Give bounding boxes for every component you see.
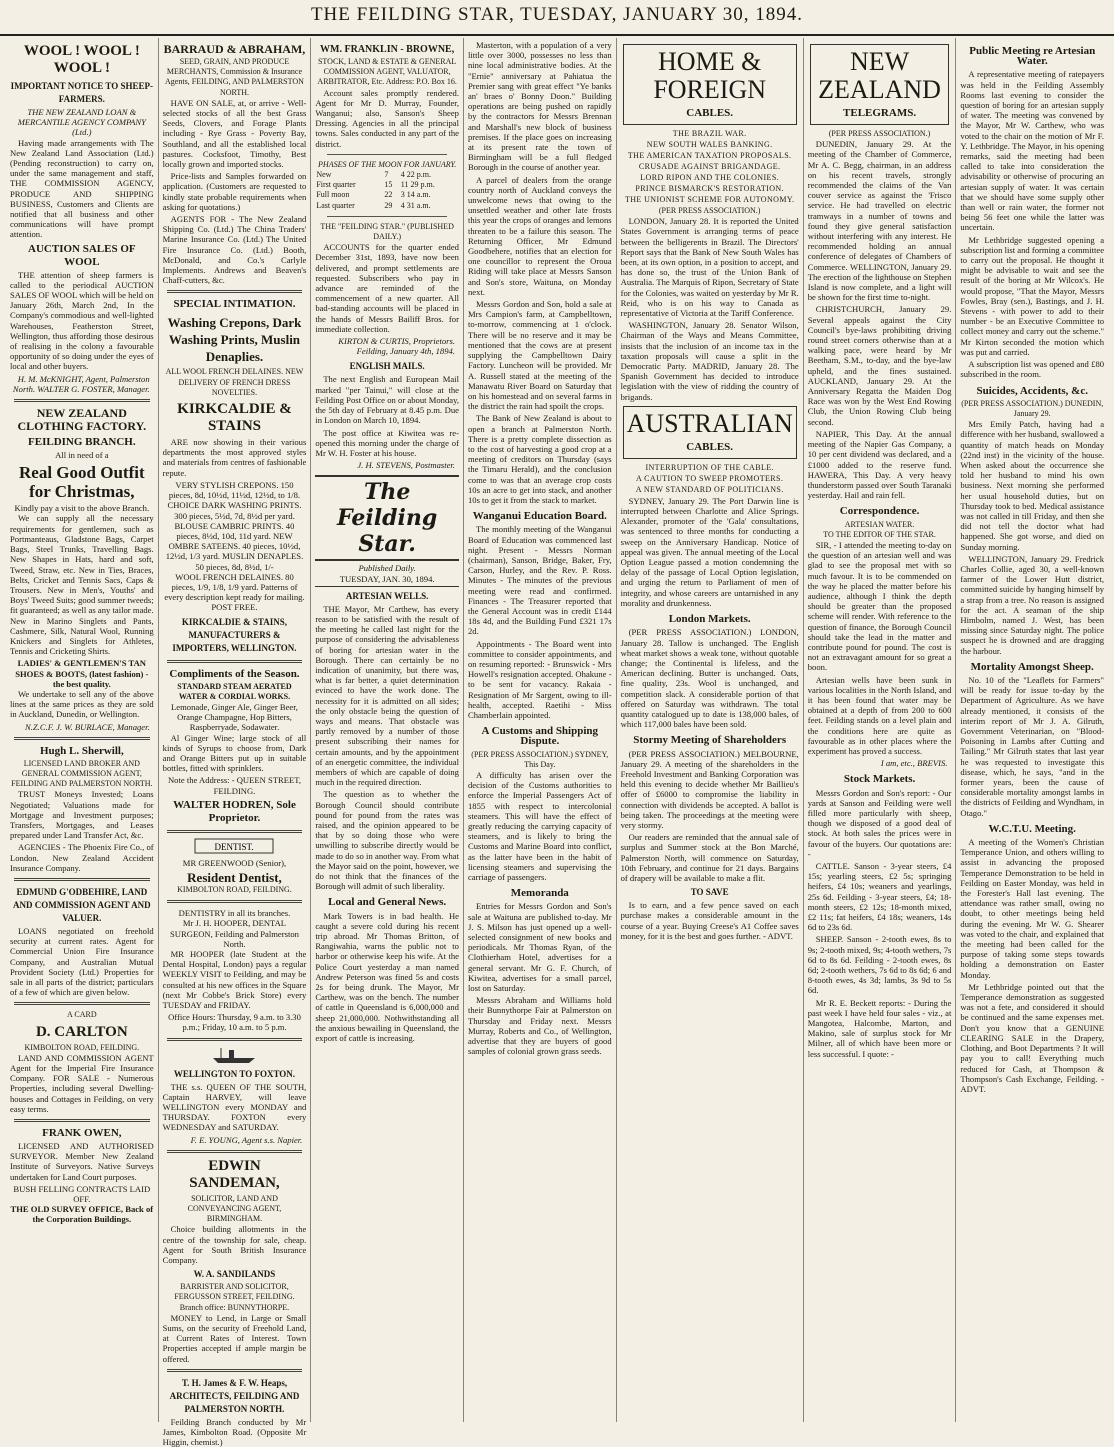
stock-markets-body: Messrs Gordon and Son's report: - Our yards at Sanson and Feilding were well filled more particularly with sheep, though we disposed of a good deal of stock. At both sales the prices were in favour of the buyers. Our quotations are: - [807,787,952,859]
column-7 [956,38,1108,1422]
carlton-address: KIMBOLTON ROAD, FEILDING. [24,1042,140,1052]
published-daily: Published Daily. [358,563,416,574]
press-association: (PER PRESS ASSOCIATION.) [658,206,761,215]
star-published: THE "FEILDING STAR." (PUBLISHED DAILY.) [320,221,454,242]
french-delaines: ALL WOOL FRENCH DELAINES. NEW DELIVERY OF FRENCH DRESS NOVELTIES. [165,367,304,397]
divider [167,900,303,903]
compliments: Compliments of the Season. [169,667,300,680]
memoranda-body-2: Messrs Abraham and Williams hold their Bunnythorpe Fair at Palmerston on Thursday and Friday next. Messrs Murray, Roberts and Co., of Wellington, advertise that they are buyers of good samples of colonial grown grass seeds. [467,995,612,1057]
washing-crepons: Washing Crepons, Dark Washing Prints, Muslin Denaplies. [167,315,302,365]
news-campion-sale: Messrs Gordon and Son, hold a sale at Mrs Campion's farm, at Campbelltown, to-morrow, commencing at 1 o'clock. There will be no reserve and it may be mentioned that the cows are at present supplying the Campbelltown Dairy Factory. Luncheon will be provided. Mr A. Russell stated at the meeting of the Manawatu River Board on Saturday that on his homestead and on several farms in the district the rain had spoilt the crops. [467,299,612,412]
memoranda-body: Entries for Messrs Gordon and Son's sale at Waituna are published to-day. Mr J. S. Milson has just opened up a well-selected consignment of new books and periodicals. Mr Thomas Ryan, of the Clothierham Hotel, advertises for a general servant. Mr G. F. Church, of Kiwitea, advertises for a small parcel, lost on Saturday. [467,901,612,994]
clothing-outfit: Real Good Outfit for Christmas, [19,463,145,502]
stock-markets-heading: Stock Markets. [843,773,916,786]
nz-telegrams-box [810,44,950,125]
local-news-heading: Local and General News. [328,896,447,909]
kiwitea-post: The post office at Kiwitea was re-opened this morning under the charge of Mr W. H. Foster at his house. [315,427,459,458]
sandilands-body: BARRISTER AND SOLICITOR, FERGUSSON STREET, FEILDING. Branch office: BUNNYTHORPE. [174,1282,295,1312]
stormy-meeting-heading: Stormy Meeting of Shareholders [633,734,787,747]
star-accounts: ACCOUNTS for the quarter ended December 31st, 1893, have now been delivered, and prompt settlements are requested. Subscribers who pay in advance are reminded of the commencement of a new quarter. All bad-standing accounts will be placed in the hands of Messrs Bailiff Bros. for immediate collection. [315,242,459,334]
bon-marche-notice: Our readers are reminded that the annual sale of surplus and Summer stock at the Bon Marché, Palmerston North, will commence on Saturday, 10th February, and continue for 21 days. Bargains of drapery will be available to make a flit. [620,832,799,883]
browne-sub: STOCK, LAND & ESTATE & GENERAL COMMISSION AGENT, VALUATOR, ARBITRATOR, Etc. Address: P.O. Box 16. [317,57,457,87]
artesian-body: THE Mayor, Mr Carthew, has every reason to be satisfied with the result of the meeting he called last night for the purpose of considering the advisableness of boring for artesian water in the Borough. There can certainly be no indication of unanimity, but there was, what is far better, a quiet determination evinced to have the work done. The necessity for it is admitted on all sides; the only obstacle being the question of ways and means. That obstacle was partly removed by a number of those present subscribing their names for certain amounts, and by the appointment of an energetic committee, the individual members of which are capable of doing much in the required direction. [315,603,459,788]
column-2 [159,38,312,1447]
postmaster-signature: J. H. STEVENS, Postmaster. [357,460,455,471]
english-mails-body: The next English and European Mail marked "per Tainui," will close at the Feilding Post Office on or about Monday, the 5th day of February at 8.45 p.m. Due in London on March 10, 1894. [315,374,459,426]
cable-item: A CAUTION TO SWEEP PROMOTERS. [636,473,784,483]
architects-title: T. H. James & F. W. Heaps, ARCHITECTS, FEILDING AND PALMERSTON NORTH. [169,1377,300,1414]
artesian-heading: ARTESIAN WELLS. [345,590,429,601]
home-foreign-body-2: WASHINGTON, January 28. Senator Wilson, Chairman of the Ways and Means Committee, insists that the inclusion of an income tax in the taxation proposals will cause a split in the Democratic Party. MADRID, January 28. The Spanish Government has decided to introduce legislation with the view of ridding the country of brigands. [620,320,799,402]
resident-dentist: Resident Dentist, [187,869,282,885]
money-to-lend: MONEY to Lend, in Large or Small Sums, on the security of Freehold Land, at Current Rates of Interest. Town Properties accepted if ample margin be offered. [162,1312,307,1364]
aerated-address: Note the Address: - QUEEN STREET, FEILDING. [167,775,301,796]
stock-cattle: CATTLE. Sanson - 3-year steers, £4 15s; yearling steers, £2 5s; springing heifers, £4 10s; weaners and yearlings, 25s 6d. Feilding - 3-year steers, £4; 18-month steers, £2 12s; 18-month mixed, £2 11s; fat heifers, £4 18s; weaners, 14s 6d to 23s 6d. [807,861,952,933]
customs-sub: (PER PRESS ASSOCIATION.) SYDNEY, This Day. [471,749,609,769]
education-board-body: The monthly meeting of the Wanganui Board of Education was commenced last night. Present - Messrs Norman (chairman), Sanson, Bridge, Baker, Fry, Carson, Hurley, and the Rev. P. Ross. Minutes - The minutes of the previous meeting were read and confirmed. Finances - The Treasurer reported that the General Account was in credit £144 18s 4d, and the Building Fund £321 17s 2d. [467,524,612,637]
barraud-body: HAVE ON SALE, at, or arrive - Well-selected stocks of all the best Grass Seeds, Clovers, and Forage Plants including - Rye Grass - Poverty Bay, Southland, and all the established local pastures. Cocksfoot, Timothy, Best locally grown and imported stocks. [162,97,307,170]
auction-body: THE attention of sheep farmers is called to the periodical AUCTION SALES OF WOOL which will be held on January 26th, March 2nd, In the Company's commodious and well-lighted Warehouses, Featherston Street, Wellington, thus affording those desirous of realising in the colony a favourable opportunity of so doing under the eyes of local and other buyers. [10,269,154,372]
australian-body: SYDNEY, January 29. The Port Darwin line is interrupted between Charlotte and Alice Springs. Alexander, promoter of the 'Gala' consultations, was sentenced to three months for conducting a sweep on the Anniversary Handicap. Notice of appeal was given. The annual meeting of the Local Option League passed a motion condemning the delay of the passage of Local Option legislation, and urging the return to Parliament of men of integrity, and whose careers are untarnished in any morality and drunkenness. [620,495,799,608]
owen-name: FRANK OWEN, [42,1127,122,1140]
sandilands-name: W. A. SANDILANDS [193,1269,276,1280]
nz-telegrams-body-3: NAPIER, This Day. At the annual meeting of the Napier Gas Company, a 10 per cent dividend was declared, and a £1000 added to the reserve fund. HAWERA, This Day. A very heavy thunderstorm passed over South Taranaki yesterday. Hail and rain fell. [807,428,952,501]
steamer-body: THE s.s. QUEEN OF THE SOUTH, Captain HARVEY, will leave WELLINGTON every MONDAY and THURSDAY. FOXTON every WEDNESDAY and SATURDAY. [162,1081,307,1133]
mortality-heading: Mortality Amongst Sheep. [970,660,1094,673]
suicides-heading: Suicides, Accidents, &c. [976,384,1088,397]
australian-title: AUSTRALIAN [626,408,793,438]
table-row: First quarter 15 11 29 p.m. [316,180,435,190]
column-6 [804,38,957,1422]
divider [14,1002,150,1005]
correspondence-body-2: Artesian wells have been sunk in various localities in the North Island, and it has been found that water may be obtained at a depth of from 200 to 600 feet. Feilding stands on a level plain and the conditions here are quite as favourable as in other places where the experiment has proved a success. [807,674,952,756]
barraud-agents: AGENTS FOR - The New Zealand Shipping Co. (Ltd.) The China Traders' Marine Insurance Co. (Ltd.) The United Fire Insurance Co. (Ltd.) Booth, McDonald, and Co.'s Carlyle Implements. Andrews and Beaven's Chaff-cutters, &c. [162,214,307,286]
special-intimation: SPECIAL INTIMATION. [173,298,296,311]
divider [167,660,303,663]
public-meeting-body-2: Mr Lethbridge suggested opening a subscription list and forming a committee to carry out the proposal. He thought it might be advisable to wait and see the result of the boring at Mr Wilcox's. He would propose, "That the Mayor, Messrs Fowles, Bray (sen.), Bastings, and J. H. Stevens - with power to add to their number - be an Executive Committee to collect money and carry out the scheme." Mr Kirton seconded the motion which was put and carried. [960,234,1105,357]
steamer-signature: F. E. YOUNG, Agent s.s. Napier. [190,1134,303,1145]
table-row: Last quarter 29 4 31 a.m. [316,200,431,210]
correspondence-heading: Correspondence. [839,505,920,518]
barraud-title: BARRAUD & ABRAHAM, [163,42,306,56]
home-foreign-sub: CABLES. [686,107,734,119]
aerated-body: Al Ginger Wine; large stock of all kinds of Syrups to choose from, Dark and Orange Bitters put up in suitable bottles, fitted with sprinklers. [162,732,307,774]
cable-item: PRINCE BISMARCK'S RESTORATION. [635,184,784,193]
owen-body: LICENSED AND AUTHORISED SURVEYOR. Member New Zealand Institute of Surveyors. Native Surveys undertaken for Land Court purposes. [10,1141,154,1182]
cable-item: A NEW STANDARD OF POLITICIANS. [635,484,784,494]
stock-beckett: Mr R. E. Beckett reports: - During the past week I have held four sales - viz., at Mangotea, Halcombe, Marton, and Makino, sale of surplus stock for Mr Milner, all of which have been more or less successful. I quote: - [807,997,952,1059]
education-board-heading: Wanganui Education Board. [472,510,607,523]
kirkcaldie-delaines: WOOL FRENCH DELAINES. 80 pieces, 1/9, 1/8, 1/9 yard. Patterns of every description kept ready for mailing. POST FREE. [164,571,305,613]
suicides-body: Mrs Emily Patch, having had a difference with her husband, swallowed a quantity of match heads on Monday (22nd inst) in the vicinity of the house. When asked about the occurrence she told her husband to mind his own business. Next morning she performed her usual household duties, but on Thursday took to bed. Medical assistance was not called in till Friday, and then she did not tell the doctor what had happened. She got worse, and died on Sunday morning. [960,419,1105,552]
clothing-shoes: LADIES' & GENTLEMEN'S TAN SHOES & BOOTS, (latest fashion) - the best quality. [15,658,149,689]
dentist-banner-icon [194,838,274,854]
auction-title: AUCTION SALES OF WOOL [28,242,136,268]
customs-body: A difficulty has arisen over the decision of the Customs authorities to enforce the Imperial Passengers Act of 1855 with respect to intercolonial steamers. This will have the effect of greatly reducing the carrying capacity of steamers, and is likely to bring the Customs and Marine Board into conflict, as the latter have been in the habit of licensing steamers and supervising the carriage of passengers. [467,770,612,883]
wool-heading: WOOL ! WOOL ! WOOL ! [23,43,140,76]
dentistry-heading: DENTISTRY in all its branches. [178,908,291,919]
aerated-list: Lemonade, Ginger Ale, Ginger Beer, Orange Champagne, Hop Bitters, Raspberryade, Sodawater. [171,701,298,733]
column-1 [6,38,159,1422]
godbehere-title: EDMUND G'ODBEHIRE, LAND AND COMMISSION AGENT AND VALUER. [13,886,151,923]
to-save-heading: TO SAVE [690,887,729,898]
divider [14,737,150,740]
sandeman-body: Choice building allotments in the centre of the township for sale, cheap. Agent for South British Insurance Company. [162,1224,307,1266]
steamship-icon [209,1046,259,1064]
column-3 [311,38,464,1422]
greenwood-address: KIMBOLTON ROAD, FEILDING. [177,884,292,894]
sherwill-body: TRUST Moneys Invested; Loans Negotiated; Valuations made for Mortgage and Investment purposes; Transfers, Mortgages, and Leases prepared under Land Transfer Act, &c. [10,789,154,841]
public-meeting-body: A representative meeting of ratepayers was held in the Feilding Assembly Rooms last evening to consider the question of boring for an artesian supply of water. The meeting was convened by the Mayor, Mr W. Carthew, who was voted to the chair on the motion of Mr F. Y. Lethbridge. The Mayor, in his opening remarks, said the meeting had been called to take into consideration the advisability or otherwise of procuring an artesian supply of water. It was certain that we should have some supply other than well or rain water, the former not being 56 feet one while the latter was uncertain. [960,69,1105,233]
correspondence-signature: I am, etc., BREVIS. [880,758,948,769]
kirkcaldie-title: KIRKCALDIE & STAINS [177,401,292,435]
auction-signature: H. M. McKNIGHT, Agent, Palmerston North. WALTER G. FOSTER, Manager. [12,373,150,394]
clothing-need: All in need of a [55,450,109,461]
divider [167,1150,303,1153]
moon-table [315,170,459,211]
divider [167,1038,303,1041]
cable-item: INTERRUPTION OF THE CABLE. [645,462,774,472]
column-5 [617,38,804,1422]
carlton-name: D. CARLTON [35,1023,128,1040]
sandeman-title: SOLICITOR, LAND AND CONVEYANCING AGENT, BIRMINGHAM. [187,1193,282,1224]
architects-body: Feilding Branch conducted by Mr James, Kimbolton Road. (Opposite Mr Higgin, chemist.) [162,1416,307,1447]
artesian-body-2: The question as to whether the Borough Council should contribute pound for pound from the rates was raised, and the opinion appeared to be that by so doing those who were unwilling to subscribe directly would be made to do so in another way. From what the Mayor said on the point, however, we do not think that the finances of the Borough will admit of such liberality. [315,789,459,892]
newspaper-masthead: THE FEILDING STAR, TUESDAY, JANUARY 30, 1894. [0,0,1114,36]
star-signature: KIRTON & CURTIS, Proprietors. Feilding, January 4th, 1894. [338,336,455,357]
table-row: New 7 4 22 p.m. [316,170,432,180]
clothing-undertake: We undertake to sell any of the above lines at the same prices as they are sold in Auckland, Dunedin, or Wellington. [10,688,154,720]
hodren-name: WALTER HODREN, Sole Proprietor. [173,798,296,824]
cable-item: THE AMERICAN TAXATION PROPOSALS. [627,151,792,160]
stock-sheep: SHEEP. Sanson - 2-tooth ewes, 8s to 9s; 2-tooth mixed, 9s; 4-tooth wethers, 7s 6d to 8s 6d. Feilding - 2-tooth ewes, 8s 6d; 2-tooth wethers, 7s 6d to 8s 6d; 6 and 8-tooth ewes, 4s 3d; lambs, 3s 9d to 5s 6d. [807,934,952,996]
cable-item: THE BRAZIL WAR. [672,129,747,138]
nz-telegrams-body-2: CHRISTCHURCH, January 29. Several appeals against the City Council's bye-laws prohibiting driving round street corners otherwise than at a walking pace, were heard by Mr Beetham, S.M., to-day, and the bye-law upheld, and the fines sustained. AUCKLAND, January 29. At the Anniversary Regatta the Maiden Dog Race was won by the West End Rowing Club, the Union Rowing Club being second. [807,304,952,427]
nz-telegrams-sub: TELEGRAMS. [843,107,917,119]
clothing-title: NEW ZEALAND CLOTHING FACTORY. [17,406,147,434]
to-save-body: Is to earn, and a few pence saved on each purchase makes a considerable amount in the course of a year. Buying Creese's A1 Coffee saves money, for it is the best and goes further. - ADVT. [620,900,799,941]
english-mails-title: ENGLISH MAILS. [349,361,425,372]
divider [14,399,150,402]
steamer-heading: WELLINGTON TO FOXTON. [173,1068,296,1079]
correspondence-body: SIR, - I attended the meeting to-day on the question of an artesian well and was glad to see the proposal met with so much favour. It is to be commended on the way he placed the matter before his audience, although I think the depth should be greater than the proposed scheme will render. With reference to the question of finance, the Borough Council should take the lead in the matter and contribute pound for pound. The cost is not an extravagant amount for so great a boon. [807,539,952,673]
sherwill-agencies: AGENCIES - The Phoenix Fire Co., of London. New Zealand Accident Insurance Company. [10,842,154,873]
divider [14,878,150,881]
wool-subheading: IMPORTANT NOTICE TO SHEEP-FARMERS. [10,81,153,104]
clothing-visit: Kindly pay a visit to the above Branch. [14,503,150,514]
customs-heading: A Customs and Shipping Dispute. [481,725,599,748]
divider [14,1119,150,1122]
browne-body: Account sales promptly rendered. Agent for Mr D. Murray, Founder, Wanganui; also, Sanson's Sheep Dressing. Agencies in all the principal towns. Sales conducted in any part of the district. [315,87,459,149]
clothing-body: We can supply all the necessary requirements for gentlemen, such as Portmanteaus, Gladstone Bags, Carpet Bags, Steel Trunks, Travelling Bags. New Shapes in Hats, hard and soft, Tweed, Straw, etc. New in Ties, Braces, Belts, Cricket and Tennis Sacs, Caps & Trousers. New in Men's, Youths' and Boys' Tweed Suits; good summer tweeds; fit guaranteed; as well as any tailor made. New in Marino Singlets and Pants, Cashmere, Silk, Natural Wool, Running Knickers and Singlets for Athletes, Tennis and Cricketing Shirts. [10,513,154,657]
education-board-body-2: Appointments - The Board went into committee to consider appointments, and on resuming reported: - Brunswick - Mrs Howell's resignation accepted. Ohakune - to be sent for vacancy. Rakaia - Resignation of Mr Sargent, owing to ill-health, accepted. Raetihi - Miss Chamberlain appointed. [467,638,612,720]
suicides-body-2: WELLINGTON, January 29. Fredrick Charles Collie, aged 30, a well-known farmer of the Lower Hutt district, committed suicide by hanging himself by a strap from a tree. No reason is assigned for the act. A seaman of the ship Himbolm, named J. West, has been missing since Saturday night. The police suspect he is drowned and are dragging the harbour. [960,553,1105,656]
owen-office: THE OLD SURVEY OFFICE, Back of the Corporation Buildings. [10,1204,154,1225]
loan-company: THE NEW ZEALAND LOAN & MERCANTILE AGENCY COMPANY (Ltd.) [17,107,146,138]
news-oranges: A parcel of dealers from the orange country north of Auckland conveys the unwelcome news that owing to the unsettled weather and other late frosts this year the crops of oranges and lemons threaten to be a failure this season. The Returning Officer, Mr Edmund Goodbehere, notifies that an election for one councillor to represent the Oroua Riding will take place at Messrs Sanson and Son's store, Waituna, on Monday next. [467,174,612,297]
cable-item: LORD RIPON AND THE COLONIES. [640,173,780,182]
divider [167,830,303,833]
nz-telegrams-title: NEW ZEALAND [818,47,941,104]
public-meeting-body-3: A subscription list was opened and £80 subscribed in the room. [960,359,1105,380]
wctu-body-2: Mr Lethbridge pointed out that the Temperance demonstration as suggested was not a fete, and considered it should be continued and the same expenses met. Don't you know that a GENUINE CLEARING SALE in the Drapery, Clothing, and Boot Departments ? It will pay you to call! Everything much reduced for Cash, at Thompson & Thompson's Cash Exchange, Feilding. - ADVT. [960,981,1105,1094]
home-foreign-body: LONDON, January 28. It is reported the United States Government is arranging terms of peace between the belligerents in Brazil. The Directors' Report says that the Bank of New South Wales has been, at its own option, in a position to accept, and has done so, the trust of the Union Bank of Australia. The Marquis of Ripon, Secretary of State for the Colonies, was waited on yesterday by Mr R. Reid, who is on his way to Canada as representative of Victoria at the Tariff Conference. [620,216,799,319]
carlton-body: LAND AND COMMISSION AGENT Agent for the Imperial Fire Insurance Company. FOR SALE - Numerous Properties, including several Dwelling-houses and Cottages in Feilding, on very easy terms. [10,1052,154,1114]
table-row: Full moon 22 3 14 a.m. [316,190,431,200]
barraud-pricelist: Price-lists and Samples forwarded on application. (Customers are requested to kindly state probable requirements when asking for quotations.) [162,171,307,212]
column-4 [464,38,617,1422]
nzcf-signature: N.Z.C.F. J. W. BURLACE, Manager. [25,721,150,732]
cable-item: CRUSADE AGAINST BRIGANDAGE. [638,162,781,171]
hooper-hours: Office Hours: Thursday, 9 a.m. to 3.30 p.m.; Friday, 10 a.m. to 5 p.m. [168,1012,301,1033]
browne-title: WM. FRANKLIN - BROWNE, [320,44,455,55]
correspondence-sub: ARTESIAN WATER. [844,519,915,529]
owen-bush: BUSH FELLING CONTRACTS LAID OFF. [13,1183,151,1205]
moon-heading: PHASES OF THE MOON FOR JANUARY. [318,159,457,169]
correspondence-to: TO THE EDITOR OF THE STAR. [823,529,936,539]
dentist-banner-label: DENTIST. [214,841,255,852]
australian-box [623,406,797,459]
nz-telegrams-body: DUNEDIN, January 29. At the meeting of the Chamber of Commerce, Mr A. C. Begg, chairman, in an address on his recent travels, strongly recommended the claims of the Van couver service as against the 'Frisco service. He had travelled on electric tramways in a number of towns and found they give general satisfaction without interfering with any interest. He recommended holding an annual conference of delegates of Chambers of Commerce. WELLINGTON, January 29. The erection of the lighthouse on Stephen Island is now complete, and a light will be shown for the first time to-night. [807,139,952,303]
london-markets-body: (PER PRESS ASSOCIATION.) LONDON, January 28. Tallow is unchanged. The English wheat market shows a weak tone, without quotable change; the Continental is lifeless, and the American declining. Butter is unchanged. Oats, fine quality, 23s. Wool is unchanged, and competition slack. A considerable portion of that offered on Saturday was withdrawn. The total quantity catalogued up to date is 138,000 bales, of which 117,000 bales have been sold. [620,627,799,730]
divider [327,154,447,155]
wctu-body: A meeting of the Women's Christian Temperance Union, and others willing to assist in advancing the proposed Temperance Demonstration to be held in Feilding on Easter Monday, was held in the Forester's Hall last evening. The attendance was rather small, owing no doubt, to other meetings being held during the evening. Mr W. G. Shearer was voted to the chair, and explained that the meeting had been called for the purpose of taking some steps towards holding a demonstration on Easter Monday. [960,837,1105,980]
barraud-sub: SEED, GRAIN, AND PRODUCE MERCHANTS, Commission & Insurance Agents, FEILDING, AND PALMERSTON NORTH. [165,57,304,97]
australian-sub: CABLES. [686,440,734,453]
godbehere-body: LOANS negotiated on freehold security at current rates. Agent for Commercial Union Fire Insurance Company, and Australian Mutual Provident Society (Ltd.) Properties for sale in all parts of the district; particulars of a few of which are given below. [10,925,154,998]
local-news-body: Mark Towers is in bad health. He caught a severe cold during his recent trip abroad. Mr Thomas Britton, of Rangiwahia, warns the public not to harbor or otherwise keep his wife. At the Police Court yesterday a man named Andrew Peterson was fined 5s and costs 2s for being drunk. The Mayor, Mr Carthew, was on the bench. The number of cattle in Queensland is 6,000,000 and sheep 21,000,000. Nothwithstanding all the anxious bewailing in Queensland, the export of cattle is increasing. [315,910,459,1044]
hooper-title: Mr J. H. HOOPER, DENTAL SURGEON, Feilding and Palmerston North. [170,918,299,949]
cable-item: THE UNIONIST SCHEME FOR AUTONOMY. [624,195,795,204]
memoranda-heading: Memoranda [510,887,569,900]
sandeman-name: EDWIN SANDEMAN, [189,1157,280,1191]
kirkcaldie-footer: KIRKCALDIE & STAINS, MANUFACTURERS & IMPORTERS, WELLINGTON. [172,616,297,653]
home-foreign-title: HOME & FOREIGN [653,47,767,104]
sherwill-title: LICENSED LAND BROKER AND GENERAL COMMISSION AGENT, FEILDING AND PALMERSTON NORTH. [11,758,153,789]
home-foreign-box [623,44,797,125]
divider [327,216,447,217]
issue-date: TUESDAY, JAN. 30, 1894. [315,574,459,587]
london-markets-heading: London Markets. [668,613,751,626]
sherwill-name: Hugh L. Sherwill, [39,744,124,757]
stormy-meeting-body: (PER PRESS ASSOCIATION.) MELBOURNE, January 29. A meeting of the shareholders in the Freehold Investment and Banking Corporation was held this evening to decide whether Mr Baillieu's offer of £6000 to compromise the liability in connection with dividends be accepted. A ballot is being taken. The proceedings at the meeting were very stormy. [620,748,799,830]
loan-body: Having made arrangements with The New Zealand Land Association (Ltd.) (Pending reconstruction) to carry on, under the same management and staff, THE COMMISSION AGENCY, PRODUCE AND SHIPPING BUSINESS, Customers and Clients are notified that all business and other communications will have prompt attention. [10,137,154,240]
news-harvest: The Bank of New Zealand is about to open a branch at Palmerston North. There is a pretty complete dissection as to the cost of harvesting a good crop at a meeting of creditors on Thursday (says the Timaru Herald), and the conclusion come to was that an average crop costs 10s an acre to get into stack, and another 10s to get it from the stack to market. [467,413,612,505]
clothing-branch: FEILDING BRANCH. [28,436,136,449]
hooper-body: MR HOOPER (late Student at the Dental Hospital, London) pays a regular WEEKLY VISIT to Feilding, and may be consulted at his new offices in the Square (next Mr Cobbe's Brick Store) every TUESDAY and FRIDAY. [162,948,307,1010]
cable-item: NEW SOUTH WALES BANKING. [646,140,773,149]
suicides-sub: (PER PRESS ASSOCIATION.) DUNEDIN, January 29. [961,398,1104,418]
aerated-title: STANDARD STEAM AERATED WATER & CORDIAL WORKS. [177,681,292,701]
kirkcaldie-list: VERY STYLISH CREPONS. 150 pieces, 8d, 10½d, 11½d, 12½d, to 1/8. CHOICE DARK WASHING PRINTS. 300 pieces, 5½d, 7d, 8½d per yard. BLOUSE CAMBRIC PRINTS. 40 pieces, 8½d, 10d, 11d yard. NEW OMBRE SATEENS. 40 pieces, 10½d, 12½d, 1/3 yard. MUSLIN DENAPLES. 50 pieces, 8d, 8½d, 1/- [165,479,304,572]
news-masterton: Masterton, with a population of a very little over 3000, possesses no less than nine local administrative bodies. At the "Ernie" anniversary at Pahiatua the Premier sang with great effect "Ye banks an' braes o' Bonny Doon." Building operations are being pushed on rapidly by the contractors for Messrs Brennan and Marshall's new block of business premises. If the place goes on increasing at its present rate the town of Birmingham will be a full fledged Borough in the course of another year. [467,40,612,173]
wctu-heading: W.C.T.U. Meeting. [988,822,1076,835]
public-meeting-heading: Public Meeting re Artesian Water. [969,45,1096,68]
mortality-body: No. 10 of the "Leaflets for Farmers" will be ready for issue to-day by the Department of Agriculture. As we have already mentioned, it consists of the interim report of Mr J. A. Gilruth, Government Veterinarian, on "Blood-Poisoning in Lambs after Cutting and Tailing." Mr Gilruth states that last year he was requested to investigate this disease, which, he says, "and in the former years, been the cause of considerable mortality amongst lambs in the districts of Feilding and Wyndham, in Otago." [960,674,1105,818]
press-association: (PER PRESS ASSOCIATION.) [828,129,931,138]
divider [167,1369,303,1372]
kirkcaldie-body: ARE now showing in their various departments the most approved styles and materials from centres of fashionable repute. [162,437,307,478]
feilding-star-masthead: The Feilding Star. [315,475,459,561]
carlton-card: A CARD [67,1010,97,1020]
greenwood-name: MR GREENWOOD (Senior), [182,857,287,868]
newspaper-page [6,38,1108,1447]
divider [167,290,303,293]
